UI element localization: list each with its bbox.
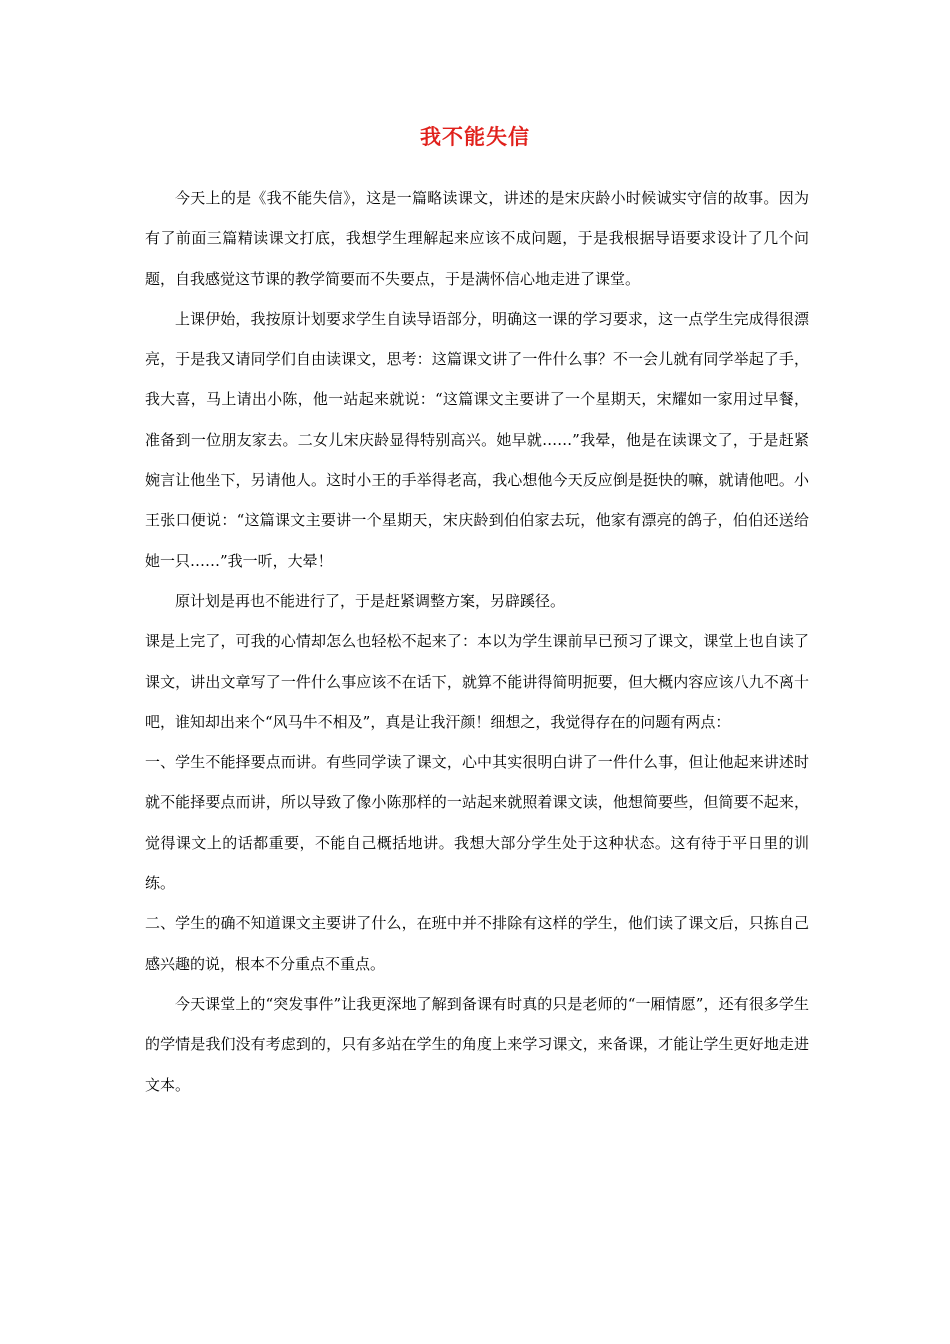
paragraph-reflection: 课是上完了，可我的心情却怎么也轻松不起来了：本以为学生课前早已预习了课文，课堂上也自读了课文，讲出文章写了一件什么事应该不在话下，就算不能讲得简明扼要，但大概内容应该八九不离十吧，谁知却出来个“风马牛不相及”，真是让我汗颜！细想之，我觉得存在的问题有两点： bbox=[145, 632, 809, 731]
paragraph-intro: 今天上的是《我不能失信》，这是一篇略读课文，讲述的是宋庆龄小时候诚实守信的故事。因为有了前面三篇精读课文打底，我想学生理解起来应该不成问题，于是我根据导语要求设计了几个问题，自我感觉这节课的教学简要而不失要点，于是满怀信心地走进了课堂。 bbox=[145, 189, 809, 288]
page-title: 我不能失信 bbox=[420, 125, 530, 149]
paragraph-lesson-start: 上课伊始，我按原计划要求学生自读导语部分，明确这一课的学习要求，这一点学生完成得很漂亮，于是我又请同学们自由读课文，思考：这篇课文讲了一件什么事？不一会儿就有同学举起了手，我大喜，马上请出小陈，他一站起来就说：“这篇课文主要讲了一个星期天，宋耀如一家用过早餐，准备到一位朋友家去。二女儿宋庆龄显得特别高兴。她早就……”我晕，他是在读课文了，于是赶紧婉言让他坐下，另请他人。这时小王的手举得老高，我心想他今天反应倒是挺快的嘛，就请他吧。小王张口便说：“这篇课文主要讲一个星期天，宋庆龄到伯伯家去玩，他家有漂亮的鸽子，伯伯还送给她一只……”我一听，大晕！ bbox=[145, 309, 809, 570]
paragraph-point-two: 二、学生的确不知道课文主要讲了什么，在班中并不排除有这样的学生，他们读了课文后，只拣自己感兴趣的说，根本不分重点不重点。 bbox=[145, 914, 809, 973]
paragraph-plan-change: 原计划是再也不能进行了，于是赶紧调整方案，另辟蹊径。 bbox=[175, 591, 566, 610]
paragraph-point-one: 一、学生不能择要点而讲。有些同学读了课文，心中其实很明白讲了一件什么事，但让他起来讲述时就不能择要点而讲，所以导致了像小陈那样的一站起来就照着课文读，他想简要些，但简要不起来，觉得课文上的话都重要，不能自己概括地讲。我想大部分学生处于这种状态。这有待于平日里的训练。 bbox=[145, 753, 809, 893]
document-body bbox=[145, 178, 809, 1105]
paragraph-conclusion: 今天课堂上的“突发事件”让我更深地了解到备课有时真的只是老师的“一厢情愿”，还有很多学生的学情是我们没有考虑到的，只有多站在学生的角度上来学习课文，来备课，才能让学生更好地走进文本。 bbox=[145, 994, 809, 1094]
